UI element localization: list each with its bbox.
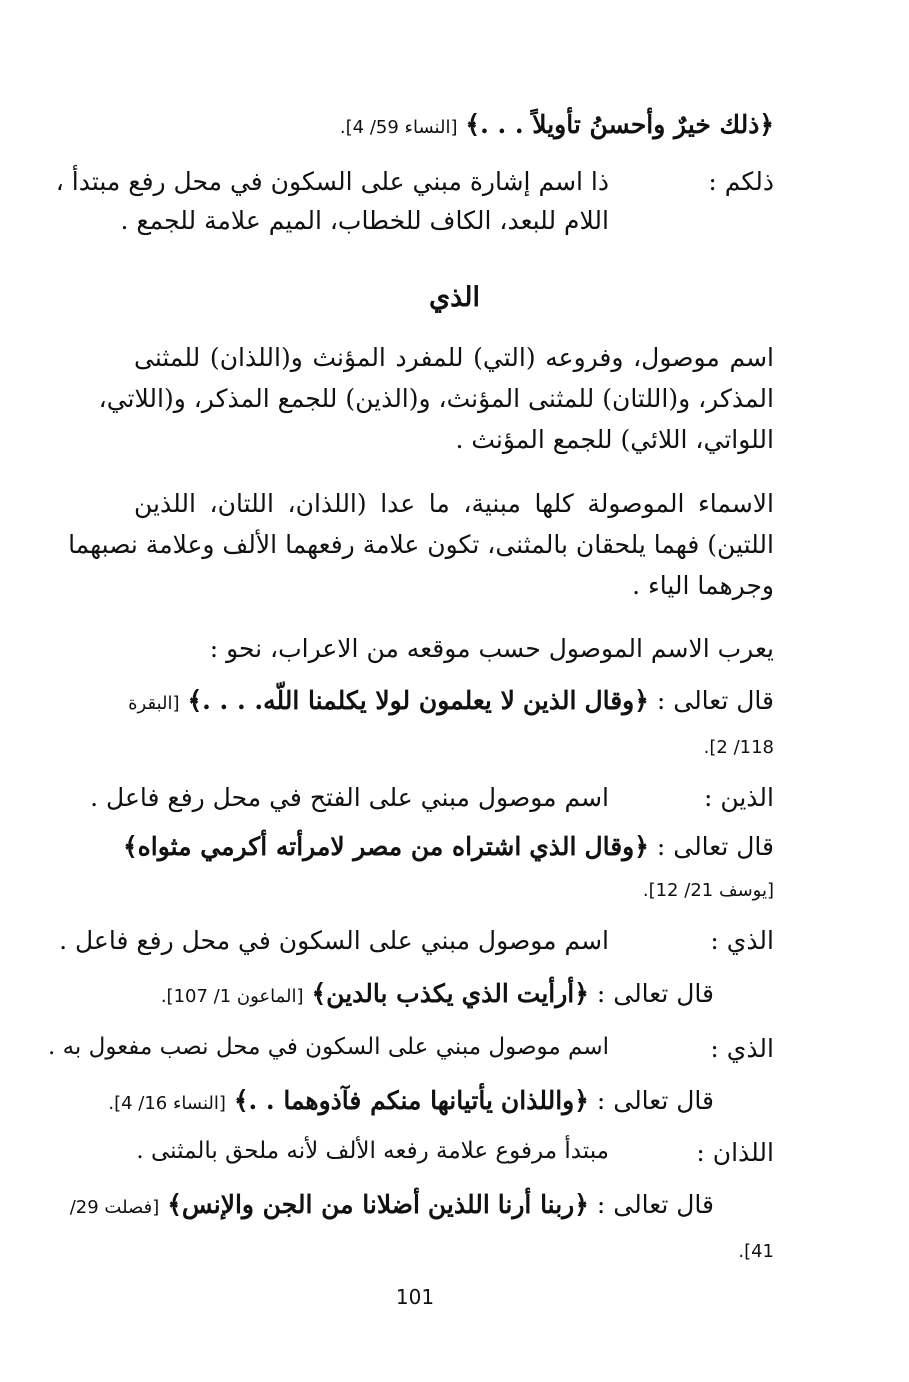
- quote-reference: [الماعون 1/ 107].: [160, 986, 304, 1007]
- example-line: [123, 832, 774, 862]
- term-definition: اللام للبعد، الكاف للخطاب، الميم علامة للجمع .: [120, 206, 609, 235]
- paragraph-line: اللتين) فهما يلحقان بالمثنى، تكون علامة رفعهما الألف وعلامة نصبهما: [68, 530, 774, 559]
- term-definition: مبتدأ مرفوع علامة رفعه الألف لأنه ملحق بالمثنى .: [136, 1138, 609, 1164]
- example-line: [704, 730, 774, 760]
- term-label: الذي :: [710, 1034, 774, 1063]
- example-line: [643, 873, 774, 903]
- term-definition: ذا اسم إشارة مبني على السكون في محل رفع مبتدأ ،: [55, 167, 609, 196]
- page-number: 101: [395, 1285, 435, 1309]
- quote-text: يكذب بالدين﴾: [311, 979, 454, 1008]
- quote-reference: 118/ 2].: [703, 737, 774, 758]
- highlighted-word: الذي: [461, 979, 509, 1008]
- quote-text: ﴿وقال: [584, 832, 649, 861]
- term-definition: اسم موصول مبني على السكون في محل نصب مفعول به .: [47, 1034, 609, 1060]
- highlighted-word: الذي: [529, 832, 577, 861]
- paragraph-line: الاسماء الموصولة كلها مبنية، ما عدا (اللذان، اللتان، اللذين: [134, 489, 774, 518]
- quote-text: يأتيانها منكم فآذوهما . .﴾: [233, 1086, 493, 1115]
- quote-text: لا يعلمون لولا يكلمنا اللّه. . . .﴾: [187, 686, 515, 715]
- example-line: [128, 686, 774, 716]
- quote-reference: [البقرة: [128, 693, 180, 714]
- highlighted-word: ﴿واللذان: [500, 1086, 589, 1115]
- example-intro: قال تعالى :: [656, 686, 774, 715]
- term-definition: اسم موصول مبني على السكون في محل رفع فاعل .: [59, 926, 609, 955]
- term-label: اللذان :: [696, 1138, 774, 1167]
- example-intro: قال تعالى :: [596, 1190, 714, 1219]
- quote-text: أضلانا من الجن والإنس﴾: [167, 1190, 420, 1219]
- quote-text: ﴿أرأيت: [516, 979, 589, 1008]
- example-line: [161, 979, 714, 1009]
- quote-text: ﴿وقال: [584, 686, 649, 715]
- paragraph-line: اللواتي، اللائي) للجمع المؤنث .: [455, 425, 774, 454]
- example-intro: قال تعالى :: [596, 979, 714, 1008]
- example-intro: قال تعالى :: [656, 832, 774, 861]
- term-label: الذين :: [703, 783, 774, 812]
- quote-reference: [يوسف 21/ 12].: [642, 880, 774, 901]
- term-definition: اسم موصول مبني على الفتح في محل رفع فاعل .: [90, 783, 609, 812]
- quote-reference: 41].: [738, 1241, 774, 1262]
- quote-reference: [النساء 16/ 4].: [108, 1093, 226, 1114]
- highlighted-word: اللذين: [427, 1190, 490, 1219]
- quote-reference: [فصلت 29/: [69, 1197, 160, 1218]
- quote-text: اشتراه من مصر لامرأته أكرمي مثواه﴾: [123, 832, 522, 861]
- term-label: الذي :: [710, 926, 774, 955]
- section-heading: الذي: [428, 282, 481, 313]
- example-intro: قال تعالى :: [596, 1086, 714, 1115]
- example-line: [70, 1190, 714, 1220]
- term-label: ذلكم :: [708, 167, 774, 196]
- quote-text: ﴿ذلك خيرٌ وأحسنُ تأويلاً . . .﴾: [465, 110, 774, 139]
- quote-reference: [النساء 59/ 4].: [339, 117, 458, 138]
- paragraph-line: يعرب الاسم الموصول حسب موقعه من الاعراب، نحو :: [209, 634, 774, 663]
- paragraph-line: وجرهما الياء .: [632, 571, 774, 600]
- paragraph-line: اسم موصول، وفروعه (التي) للمفرد المؤنث و(اللذان) للمثنى: [134, 343, 774, 372]
- example-line: [108, 1086, 714, 1116]
- paragraph-line: المذكر، و(اللتان) للمثنى المؤنث، و(الذين) للجمع المذكر، و(اللاتي،: [98, 384, 774, 413]
- quran-quote-line: [340, 110, 774, 140]
- quote-text: ﴿ربنا أرنا: [497, 1190, 589, 1219]
- example-line: [738, 1234, 774, 1264]
- highlighted-word: الذين: [522, 686, 577, 715]
